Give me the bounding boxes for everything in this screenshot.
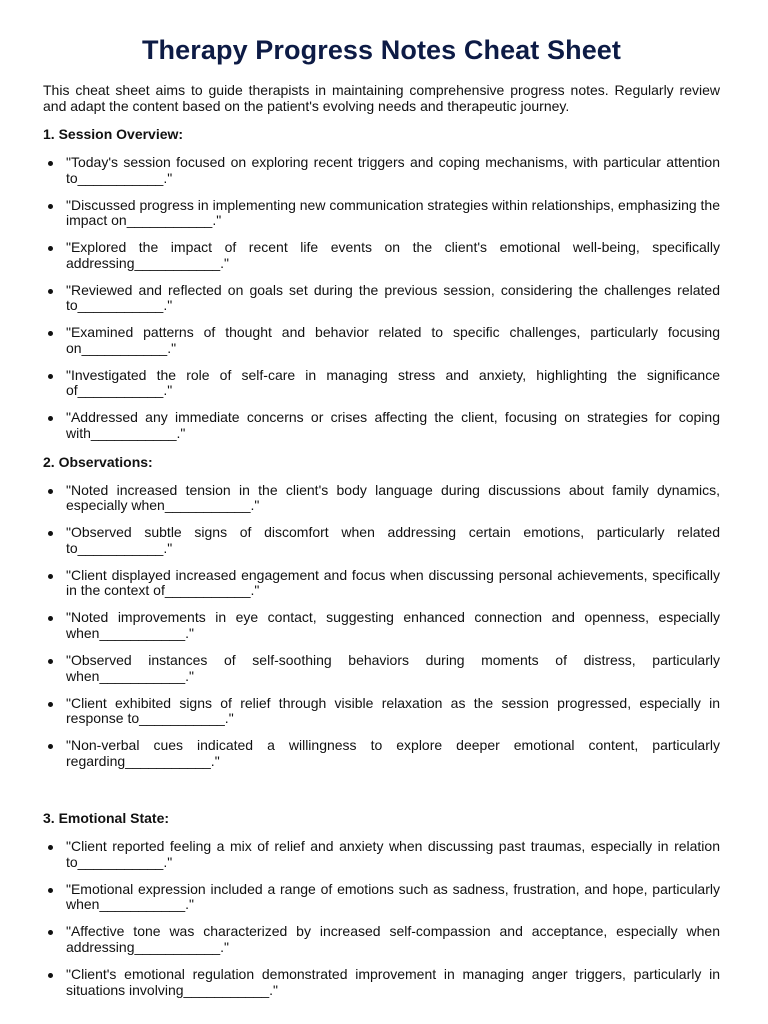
bullet-icon — [48, 204, 53, 209]
bullet-icon — [48, 531, 53, 536]
list-item — [43, 610, 720, 641]
bullet-icon — [48, 888, 53, 893]
list-item-text: "Client reported feeling a mix of relief and anxiety when discussing past traumas, especially in relation to___________." — [66, 838, 720, 870]
list-item — [43, 839, 720, 870]
bullet-icon — [48, 659, 53, 664]
bullet-icon — [48, 246, 53, 251]
bullet-icon — [48, 416, 53, 421]
list-item-text: "Observed subtle signs of discomfort when addressing certain emotions, particularly related to___________." — [66, 524, 720, 556]
list-item — [43, 738, 720, 769]
bullet-list — [43, 483, 720, 770]
bullet-icon — [48, 973, 53, 978]
list-item — [43, 525, 720, 556]
list-item-text: "Client displayed increased engagement and focus when discussing personal achievements, specifically in the context of___________." — [66, 566, 720, 599]
list-item — [43, 240, 720, 271]
bullet-icon — [48, 930, 53, 935]
list-item-text: "Examined patterns of thought and behavior related to specific challenges, particularly focusing on___________." — [66, 324, 720, 356]
bullet-icon — [48, 331, 53, 336]
bullet-icon — [48, 161, 53, 166]
list-item — [43, 696, 720, 727]
section-heading: 3. Emotional State: — [43, 810, 170, 827]
bullet-list — [43, 155, 720, 442]
list-item-text: "Explored the impact of recent life events on the client's emotional well-being, specifically addressing___________." — [66, 239, 720, 271]
bullet-icon — [48, 845, 53, 850]
list-item — [43, 924, 720, 955]
section-heading: 2. Observations: — [43, 453, 153, 470]
bullet-icon — [48, 489, 53, 494]
list-item — [43, 967, 720, 998]
list-item-text: "Emotional expression included a range of emotions such as sadness, frustration, and hope, particularly when___________." — [66, 880, 720, 913]
list-item — [43, 568, 720, 599]
section-emotional-state — [43, 810, 720, 998]
bullet-icon — [48, 289, 53, 294]
list-item — [43, 483, 720, 514]
bullet-icon — [48, 702, 53, 707]
bullet-icon — [48, 616, 53, 621]
list-item — [43, 198, 720, 229]
list-item-text: "Client's emotional regulation demonstrated improvement in managing anger triggers, particularly in situations involving___________." — [66, 966, 720, 998]
bullet-icon — [48, 744, 53, 749]
bullet-icon — [48, 374, 53, 379]
list-item — [43, 368, 720, 399]
list-item — [43, 653, 720, 684]
bullet-icon — [48, 574, 53, 579]
list-item — [43, 155, 720, 186]
document-page — [43, 0, 720, 1010]
list-item-text: "Reviewed and reflected on goals set during the previous session, considering the challenges related to___________." — [66, 281, 720, 314]
list-item-text: "Affective tone was characterized by increased self-compassion and acceptance, especially when addressing___________." — [66, 923, 720, 956]
bullet-list — [43, 839, 720, 998]
list-item — [43, 283, 720, 314]
list-item — [43, 325, 720, 356]
section-session-overview — [43, 126, 720, 442]
list-item — [43, 882, 720, 913]
list-item-text: "Investigated the role of self-care in managing stress and anxiety, highlighting the significance of___________." — [66, 366, 720, 399]
intro-paragraph: This cheat sheet aims to guide therapists in maintaining comprehensive progress notes. Regularly review and adapt the content based on the patient's evolving needs and therapeutic journey. — [43, 82, 720, 114]
list-item-text: "Today's session focused on exploring recent triggers and coping mechanisms, with particular attention to___________." — [66, 154, 720, 186]
list-item-text: "Client exhibited signs of relief through visible relaxation as the session progressed, especially in response to___________." — [66, 694, 720, 727]
list-item-text: "Noted improvements in eye contact, suggesting enhanced connection and openness, especially when___________." — [66, 609, 720, 641]
page-title: Therapy Progress Notes Cheat Sheet — [141, 35, 622, 65]
list-item-text: "Discussed progress in implementing new communication strategies within relationships, emphasizing the impact on___________." — [66, 196, 720, 229]
list-item-text: "Addressed any immediate concerns or crises affecting the client, focusing on strategies for coping with___________." — [66, 409, 720, 442]
list-item — [43, 410, 720, 441]
list-item-text: "Non-verbal cues indicated a willingness to explore deeper emotional content, particularly regarding___________." — [66, 737, 720, 769]
list-item-text: "Observed instances of self-soothing behaviors during moments of distress, particularly when___________." — [66, 651, 720, 684]
section-observations — [43, 454, 720, 770]
list-item-text: "Noted increased tension in the client's body language during discussions about family dynamics, especially when___________." — [66, 481, 720, 514]
section-heading: 1. Session Overview: — [43, 126, 184, 142]
